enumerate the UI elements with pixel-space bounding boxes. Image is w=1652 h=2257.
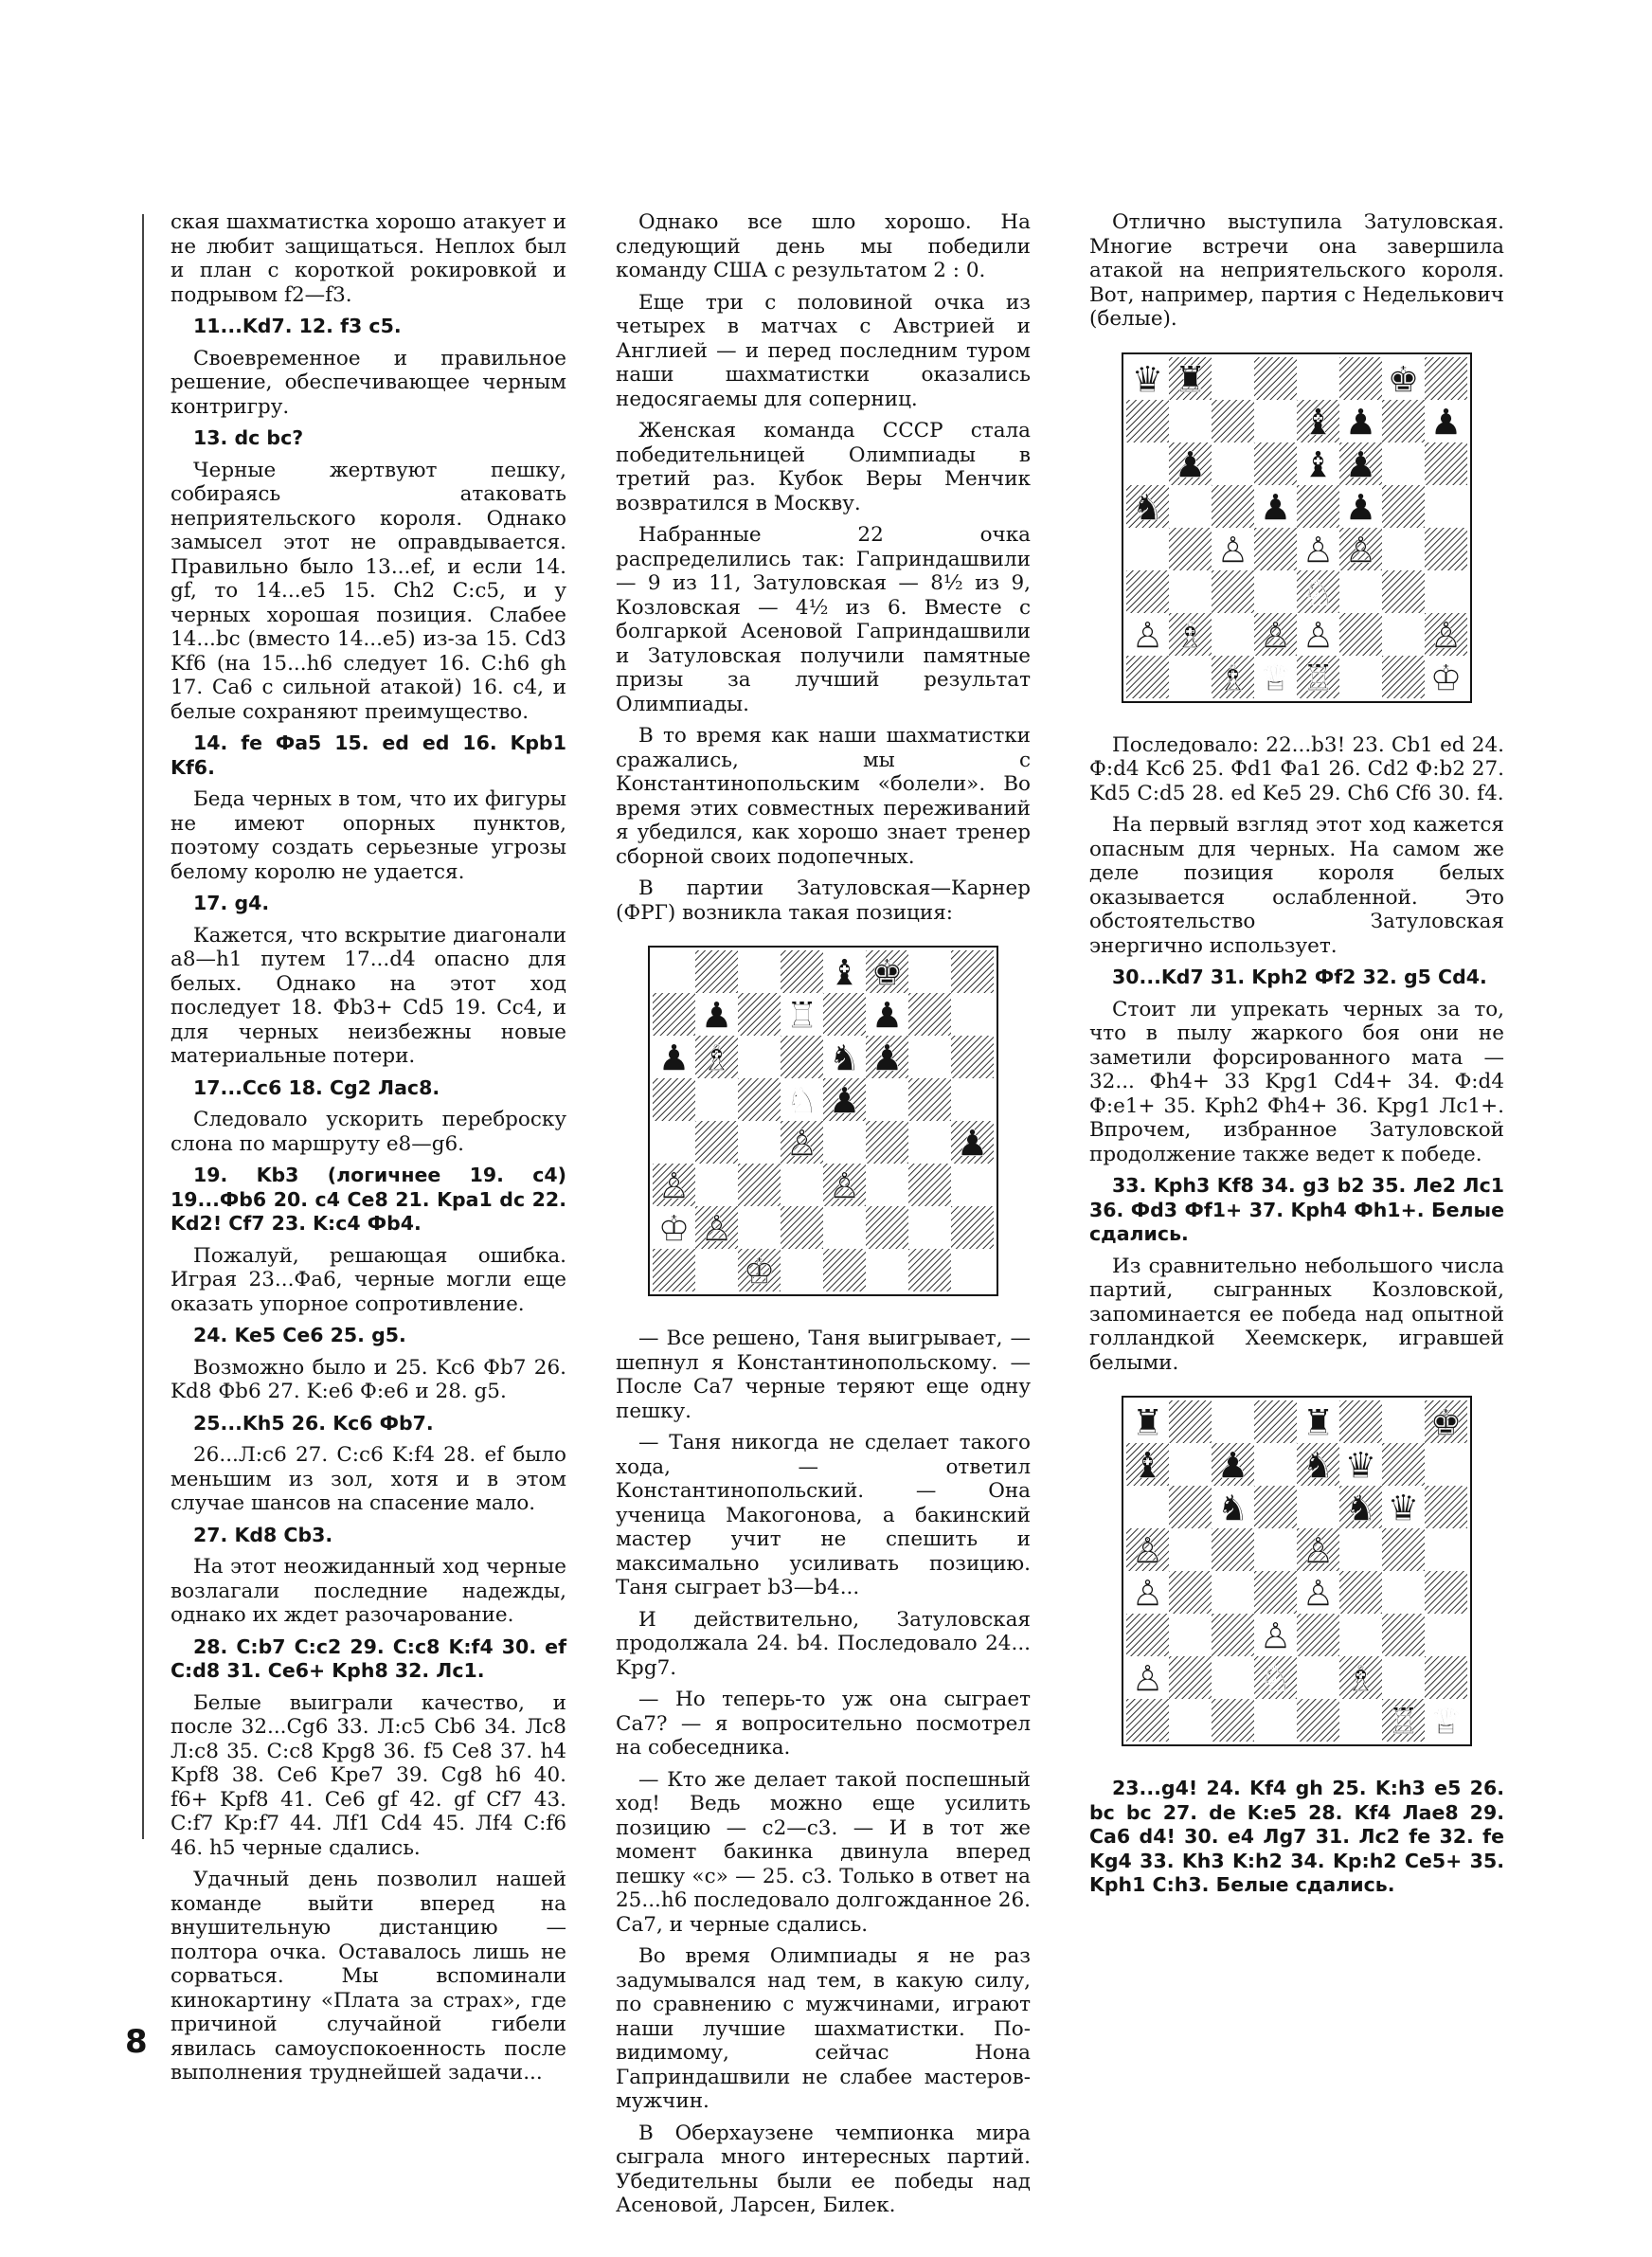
- white-king-icon: ♔: [657, 1207, 691, 1250]
- white-pawn-icon: ♙: [657, 1165, 691, 1207]
- dark-square: [738, 1164, 781, 1206]
- black-king-icon: ♚: [871, 951, 904, 994]
- black-bishop-icon: ♝: [1131, 1444, 1164, 1487]
- white-pawn-icon: ♙: [1344, 529, 1377, 570]
- white-bishop-icon: ♗: [1174, 614, 1207, 656]
- dark-square: [1339, 1400, 1382, 1443]
- paragraph: Белые выиграли качество, и после 32...Cg6 33. Л:c5 Cb6 34. Лc8 Л:c8 35. C:c8 Kpg8 36. f5 Ce8 37. h4 Kpf8 38. Ce6 Kpe7 39. Cg8 h6 40. f6+ Kpf8 41. Ce6 gf 42. gf Cf7 43. C:f7 Kp:f7 44. Лf1 Cd4 45. Лf4 C:f6 46. h5 черные сдались.: [171, 1690, 566, 1860]
- white-pawn-icon: ♙: [785, 1122, 818, 1165]
- paragraph: Стоит ли упрекать черных за то, что в пылу жаркого боя они не заметили форсированного мата — 32... Фh4+ 33 Kpg1 Cd4+ 34. Ф:d4 Ф:e1+ 35. Kph2 Фh4+ 36. Kpg1 Лc1+. Впрочем, избранное Затуловской продолжение также ведет к победе.: [1089, 997, 1504, 1166]
- dark-square: [695, 950, 738, 993]
- black-knight-icon: ♞: [1344, 1487, 1377, 1529]
- dark-square: [781, 1036, 823, 1078]
- column-right: [1089, 210, 1504, 1905]
- white-pawn-icon: ♙: [1302, 1572, 1335, 1615]
- dark-square: [1297, 1699, 1339, 1742]
- paragraph: Набранные 22 очка распределились так: Гаприндашвили — 9 из 11, Затуловская — 8½ из 9, Козловская — 4½ из 6. Вместе с болгаркой Асеновой Гаприндашвили и Затуловская получили памятные призы за лучший результат Олимпиады.: [616, 523, 1031, 716]
- black-pawn-icon: ♟: [956, 1122, 989, 1165]
- paragraph: — Но теперь-то уж она сыграет Ca7? — я вопросительно посмотрел на собеседника.: [616, 1688, 1031, 1760]
- black-rook-icon: ♜: [1131, 1401, 1164, 1444]
- black-queen-icon: ♛: [1344, 1444, 1377, 1487]
- dark-square: [1212, 485, 1254, 528]
- dark-square: [866, 1121, 908, 1164]
- black-pawn-icon: ♟: [1344, 443, 1377, 485]
- white-pawn-icon: ♙: [1302, 614, 1335, 656]
- dark-square: [1382, 400, 1425, 442]
- dark-square: [1382, 485, 1425, 528]
- black-queen-icon: ♛: [1131, 358, 1164, 400]
- black-pawn-icon: ♟: [657, 1037, 691, 1079]
- paragraph: Во время Олимпиады я не раз задумывался над тем, в какую силу, по сравнению с мужчинами, играют наши лучшие шахматистки. По-видимому, сейчас Нона Гаприндашвили не слабее мастеров-мужчин.: [616, 1944, 1031, 2113]
- dark-square: [1212, 1614, 1254, 1656]
- paragraph: В Оберхаузене чемпионка мира сыграла много интересных партий. Убедительны были ее победы над Асеновой, Ларсен, Билек.: [616, 2121, 1031, 2217]
- black-knight-icon: ♞: [828, 1037, 861, 1079]
- dark-square: [1169, 528, 1212, 570]
- black-pawn-icon: ♟: [1344, 401, 1377, 442]
- move-notation: 33. Kph3 Kf8 34. g3 b2 35. Лe2 Лc1 36. Фd3 Фf1+ 37. Kph4 Фh1+. Белые сдались.: [1089, 1174, 1504, 1245]
- black-bishop-icon: ♝: [1302, 401, 1335, 442]
- dark-square: [1212, 570, 1254, 613]
- page-number: 8: [125, 2023, 148, 2061]
- move-notation: 30...Kd7 31. Kph2 Фf2 32. g5 Cd4.: [1112, 966, 1487, 988]
- dark-square: [738, 1078, 781, 1121]
- black-knight-icon: ♞: [1131, 486, 1164, 528]
- paragraph: Еще три с половиной очка из четырех в матчах с Австрией и Англией — и перед последним туром наши шахматистки оказались недосягаемы для соперниц.: [616, 290, 1031, 411]
- dark-square: [951, 950, 994, 993]
- dark-square: [1254, 1486, 1297, 1528]
- paragraph: Однако все шло хорошо. На следующий день мы победили команду США с результатом 2 : 0.: [616, 210, 1031, 282]
- move-notation: 14. fe Фa5 15. ed ed 16. Kpb1 Kf6.: [171, 731, 566, 779]
- chess-diagram-heemskerk: [1112, 1386, 1481, 1756]
- dark-square: [1169, 1400, 1212, 1443]
- paragraph: ская шахматистка хорошо атакует и не любит защищаться. Неплох был и план с короткой рокировкой и подрывом f2—f3.: [171, 210, 566, 307]
- black-rook-icon: ♜: [1302, 1401, 1335, 1444]
- black-pawn-icon: ♟: [1216, 1444, 1249, 1487]
- dark-square: [653, 1249, 695, 1291]
- paragraph: На первый взгляд этот ход кажется опасным для черных. На самом же деле позиция короля белых оказывается ослабленной. Это обстоятельство Затуловская энергично использует.: [1089, 813, 1504, 958]
- white-pawn-icon: ♙: [1131, 614, 1164, 656]
- move-notation: 25...Kh5 26. Kc6 Фb7.: [193, 1411, 434, 1435]
- white-pawn-icon: ♙: [1429, 614, 1463, 656]
- black-pawn-icon: ♟: [1344, 486, 1377, 528]
- dark-square: [1382, 570, 1425, 613]
- white-pawn-icon: ♙: [1131, 1657, 1164, 1700]
- paragraph: На этот неожиданный ход черные возлагали последние надежды, однако их ждет разочарование.: [171, 1555, 566, 1627]
- paragraph: И действительно, Затуловская продолжала 24. b4. Последовало 24... Kpg7.: [616, 1607, 1031, 1680]
- move-notation: 17. g4.: [193, 892, 270, 914]
- white-queen-icon: ♕: [1259, 657, 1292, 698]
- black-pawn-icon: ♟: [871, 1037, 904, 1079]
- dark-square: [1169, 1656, 1212, 1699]
- move-notation: 28. C:b7 C:c2 29. C:c8 K:f4 30. ef C:d8 31. Ce6+ Kph8 32. Лc1.: [171, 1634, 566, 1682]
- dark-square: [1254, 357, 1297, 400]
- white-queen-icon: ♕: [1429, 1700, 1463, 1742]
- black-king-icon: ♚: [1429, 1401, 1463, 1444]
- dark-square: [1254, 528, 1297, 570]
- dark-square: [695, 1121, 738, 1164]
- paragraph: Черные жертвуют пешку, собираясь атаковать неприятельского короля. Однако замысел этот не оправдывается. Правильно было 13...ef, и если 14. gf, то 14...e5 15. Ch2 C:c5, и у черных хорошая позиция. Слабее 14...bc (вместо 14...e5) из-за 15. Cd3 Kf6 (на 15...h6 следует 16. C:h6 gh 17. Ca6 с сильной атакой) 16. c4, и белые сохраняют преимущество.: [171, 458, 566, 724]
- dark-square: [781, 950, 823, 993]
- dark-square: [823, 993, 866, 1036]
- column-middle-bottom: [616, 1327, 1031, 2218]
- dark-square: [1425, 442, 1467, 485]
- move-notation: 13. dc bc?: [193, 426, 304, 449]
- paragraph: Удачный день позволил нашей команде выйти вперед на внушительную дистанцию — полтора очка. Оставалось лишь не сорваться. Мы вспоминали кинокартину «Плата за страх», где причиной случайной гибели явилась самоуспокоенность после выполнения труднейшей задачи...: [171, 1868, 566, 2085]
- dark-square: [908, 1249, 951, 1291]
- paragraph: Отлично выступила Затуловская. Многие встречи она завершила атакой на неприятельского короля. Вот, например, партия с Неделькович (белые).: [1089, 210, 1504, 331]
- black-rook-icon: ♜: [1174, 358, 1207, 400]
- dark-square: [951, 1206, 994, 1249]
- paragraph: Следовало ускорить переброску слона по маршруту e8—g6.: [171, 1108, 566, 1156]
- paragraph: Пожалуй, решающая ошибка. Играя 23...Фa6, черные могли еще оказать упорное сопротивление.: [171, 1243, 566, 1316]
- paragraph: Беда черных в том, что их фигуры не имеют опорных пунктов, поэтому создать серьезные угрозы белому королю не удается.: [171, 787, 566, 884]
- black-pawn-icon: ♟: [1429, 401, 1463, 442]
- white-king-icon: ♔: [1429, 657, 1463, 698]
- paragraph: Из сравнительно небольшого числа партий, сыгранных Козловской, запоминается ее победа над опытной голландкой Хеемскерк, игравшей белыми.: [1089, 1254, 1504, 1375]
- black-queen-icon: ♛: [1387, 1487, 1420, 1529]
- white-rook-icon: ♖: [1387, 1700, 1420, 1742]
- column-rule: [142, 214, 144, 1839]
- dark-square: [653, 993, 695, 1036]
- black-bishop-icon: ♝: [1302, 443, 1335, 485]
- dark-square: [1425, 1571, 1467, 1614]
- dark-square: [823, 1249, 866, 1291]
- paragraph: Кажется, что вскрытие диагонали a8—h1 путем 17...d4 опасно для белых. Однако на этот ход последует 18. Фb3+ Cd5 19. Cc4, и для черных неизбежны новые материальные потери.: [171, 923, 566, 1068]
- dark-square: [1126, 570, 1169, 613]
- paragraph: Возможно было и 25. Kc6 Фb7 26. Kd8 Фb6 27. K:e6 Ф:e6 и 28. g5.: [171, 1355, 566, 1403]
- dark-square: [908, 993, 951, 1036]
- move-notation: 27. Kd8 Cb3.: [193, 1523, 333, 1546]
- dark-square: [1169, 1486, 1212, 1528]
- white-pawn-icon: ♙: [1216, 529, 1249, 570]
- black-pawn-icon: ♟: [871, 994, 904, 1037]
- white-knight-icon: ♘: [785, 1079, 818, 1122]
- dark-square: [1297, 485, 1339, 528]
- white-rook-icon: ♖: [1302, 657, 1335, 698]
- dark-square: [1425, 357, 1467, 400]
- black-pawn-icon: ♟: [1174, 443, 1207, 485]
- dark-square: [1126, 656, 1169, 698]
- white-rook-icon: ♖: [785, 994, 818, 1037]
- dark-square: [951, 1036, 994, 1078]
- dark-square: [1254, 442, 1297, 485]
- dark-square: [1425, 528, 1467, 570]
- move-notation: 17...Cc6 18. Cg2 Лac8.: [193, 1075, 440, 1099]
- paragraph: Женская команда СССР стала победительницей Олимпиады в третий раз. Кубок Веры Менчик возвратился в Москву.: [616, 419, 1031, 515]
- dark-square: [1339, 613, 1382, 656]
- white-pawn-icon: ♙: [828, 1165, 861, 1207]
- dark-square: [908, 1164, 951, 1206]
- black-king-icon: ♚: [1387, 358, 1420, 400]
- paragraph: 26...Л:c6 27. C:c6 K:f4 28. ef было меньшим из зол, хотя и в этом случае шансов на спасение мало.: [171, 1443, 566, 1515]
- dark-square: [653, 1078, 695, 1121]
- dark-square: [1169, 1571, 1212, 1614]
- dark-square: [1254, 1571, 1297, 1614]
- dark-square: [1254, 1400, 1297, 1443]
- dark-square: [1126, 1614, 1169, 1656]
- dark-square: [1297, 1614, 1339, 1656]
- white-pawn-icon: ♙: [1131, 1572, 1164, 1615]
- white-pawn-icon: ♙: [1259, 614, 1292, 656]
- dark-square: [1425, 1486, 1467, 1528]
- dark-square: [1212, 400, 1254, 442]
- white-pawn-icon: ♙: [700, 1207, 733, 1250]
- black-knight-icon: ♞: [1216, 1487, 1249, 1529]
- move-notation: 23...g4! 24. Kf4 gh 25. K:h3 e5 26. bc bc 27. de K:e5 28. Kf4 Лae8 29. Ca6 d4! 30. e4 Лg7 31. Лc2 fe 32. fe Kg4 33. Kh3 K:h2 34. Kp:h2 Ce5+ 35. Kph1 C:h3. Белые сдались.: [1089, 1777, 1504, 1896]
- white-knight-icon: ♘: [1259, 1657, 1292, 1700]
- dark-square: [1382, 1443, 1425, 1486]
- column-middle: [616, 210, 1031, 2226]
- black-knight-icon: ♞: [1302, 1444, 1335, 1487]
- black-pawn-icon: ♟: [828, 1079, 861, 1122]
- paragraph: В партии Затуловская—Карнер (ФРГ) возникла такая позиция:: [616, 876, 1031, 925]
- dark-square: [781, 1206, 823, 1249]
- dark-square: [1339, 357, 1382, 400]
- white-pawn-icon: ♙: [1302, 1529, 1335, 1572]
- move-notation: 11...Kd7. 12. f3 c5.: [193, 315, 402, 337]
- white-pawn-icon: ♙: [1259, 1615, 1292, 1657]
- paragraph: — Все решено, Таня выигрывает, — шепнул я Константинопольскому. — После Ca7 черные теряют еще одну пешку.: [616, 1327, 1031, 1423]
- dark-square: [738, 993, 781, 1036]
- dark-square: [1382, 656, 1425, 698]
- paragraph: — Таня никогда не сделает такого хода, — ответил Константинопольский. — Она ученица Макогонова, а бакинский мастер учит не спешить и максимально усиливать позицию. Таня сыграет b3—b4...: [616, 1431, 1031, 1599]
- move-notation: 24. Ke5 Ce6 25. g5.: [193, 1324, 406, 1346]
- dark-square: [1382, 1614, 1425, 1656]
- chess-diagram-zatulovskaya-karner: [638, 936, 1008, 1306]
- column-right-bottom: [1089, 1777, 1504, 1898]
- column-right-top: [1089, 210, 1504, 332]
- paragraph: Своевременное и правильное решение, обеспечивающее черным контригру.: [171, 346, 566, 419]
- dark-square: [866, 1206, 908, 1249]
- dark-square: [1425, 1656, 1467, 1699]
- dark-square: [1382, 1528, 1425, 1571]
- dark-square: [1339, 1571, 1382, 1614]
- dark-square: [1212, 1528, 1254, 1571]
- paragraph: В то время как наши шахматистки сражались, мы с Константинопольским «болели». Во время этих совместных переживаний я убедился, как хорошо знает тренер сборной своих подопечных.: [616, 724, 1031, 869]
- white-pawn-icon: ♙: [1302, 529, 1335, 570]
- chess-diagram-nedelkovich: [1112, 343, 1481, 713]
- black-pawn-icon: ♟: [700, 994, 733, 1037]
- white-king-icon: ♔: [743, 1250, 776, 1292]
- dark-square: [1212, 1699, 1254, 1742]
- white-bishop-icon: ♗: [1216, 657, 1249, 698]
- white-bishop-icon: ♗: [1344, 1657, 1377, 1700]
- white-pawn-icon: ♙: [1131, 1529, 1164, 1572]
- column-left: [171, 210, 566, 2093]
- dark-square: [908, 1078, 951, 1121]
- dark-square: [1126, 400, 1169, 442]
- paragraph: Последовало: 22...b3! 23. Cb1 ed 24. Ф:d4 Kc6 25. Фd1 Фa1 26. Cd2 Ф:b2 27. Kd5 C:d5 28. ed Ke5 29. Ch6 Cf6 30. f4.: [1089, 732, 1504, 805]
- column-middle-top: [616, 210, 1031, 925]
- paragraph: — Кто же делает такой поспешный ход! Ведь можно еще усилить позицию — c2—c3. — И в тот же момент бакинка двинула вперед пешку «c» — 25. c3. Только в ответ на 25...h6 последовало долгожданное 26. Ca7, и черные сдались.: [616, 1767, 1031, 1937]
- dark-square: [1126, 1699, 1169, 1742]
- column-right-middle: [1089, 733, 1504, 1376]
- white-knight-icon: ♘: [1302, 571, 1335, 613]
- move-notation: 19. Kb3 (логичнее 19. c4) 19...Фb6 20. c4 Ce8 21. Kpa1 dc 22. Kd2! Cf7 23. K:c4 Фb4.: [171, 1164, 566, 1235]
- black-pawn-icon: ♟: [1259, 486, 1292, 528]
- black-bishop-icon: ♝: [828, 951, 861, 994]
- white-bishop-icon: ♗: [700, 1037, 733, 1079]
